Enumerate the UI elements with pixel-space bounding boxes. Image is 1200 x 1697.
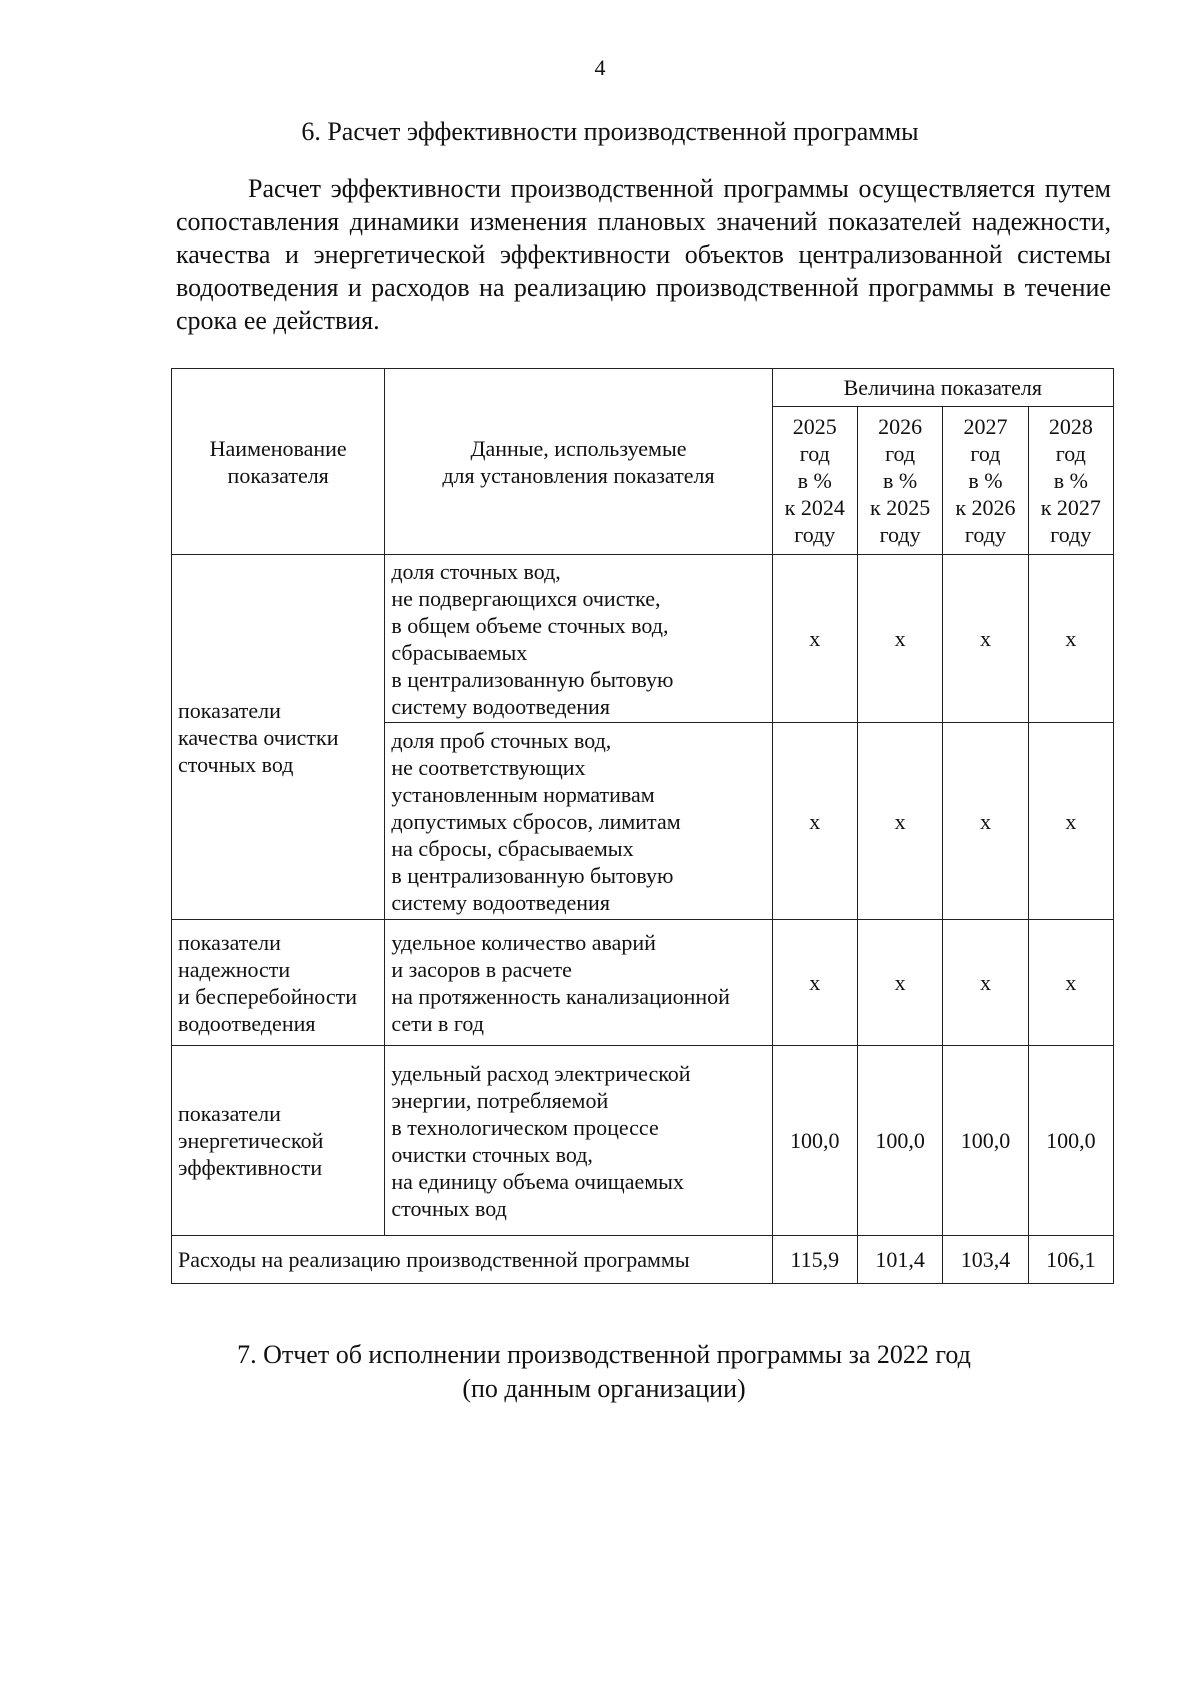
expenses-value: 106,1 (1028, 1236, 1113, 1284)
table-row (172, 555, 1114, 723)
header-year-2027: 2027 год в % к 2026 году (943, 407, 1028, 555)
row-value: x (943, 723, 1028, 920)
row-value: 100,0 (857, 1046, 942, 1236)
table-row-expenses (172, 1236, 1114, 1284)
group-name-energy: показатели энергетической эффективности (172, 1046, 385, 1236)
table-row (172, 1046, 1114, 1236)
row-value: 100,0 (943, 1046, 1028, 1236)
row-value: x (857, 555, 942, 723)
row-value: 100,0 (772, 1046, 857, 1236)
expenses-label: Расходы на реализацию производственной программы (172, 1236, 773, 1284)
header-year-2026: 2026 год в % к 2025 году (857, 407, 942, 555)
row-value: x (1028, 723, 1113, 920)
row-value: x (857, 920, 942, 1046)
header-indicator-value: Величина показателя (772, 369, 1113, 407)
row-value: x (772, 723, 857, 920)
header-indicator-name: Наименование показателя (172, 369, 385, 555)
header-indicator-data: Данные, используемые для установления показателя (385, 369, 772, 555)
table-row (172, 920, 1114, 1046)
row-value: x (857, 723, 942, 920)
row-data: доля сточных вод, не подвергающихся очистке, в общем объеме сточных вод, сбрасываемых в централизованную бытовую систему водоотведения (385, 555, 772, 723)
section-6-paragraph: Расчет эффективности производственной программы осуществляется путем сопоставления динамики изменения плановых значений показателей надежности, качества и энергетической эффективности объектов централизованной системы водоотведения и расходов на реализацию производственной программы в течение срока ее действия. (176, 174, 1111, 335)
group-name-reliability: показатели надежности и бесперебойности водоотведения (172, 920, 385, 1046)
group-name-quality: показатели качества очистки сточных вод (172, 555, 385, 920)
header-year-2028: 2028 год в % к 2027 году (1028, 407, 1113, 555)
row-data: удельное количество аварий и засоров в расчете на протяженность канализационной сети в год (385, 920, 772, 1046)
row-data: доля проб сточных вод, не соответствующих установленным нормативам допустимых сбросов, лимитам на сбросы, сбрасываемых в централизованную бытовую систему водоотведения (385, 723, 772, 920)
section-7-title (0, 1338, 1200, 1406)
row-value: x (1028, 555, 1113, 723)
row-value: x (943, 555, 1028, 723)
row-value: x (943, 920, 1028, 1046)
row-value: x (1028, 920, 1113, 1046)
row-value: x (772, 920, 857, 1046)
row-value: 100,0 (1028, 1046, 1113, 1236)
page-number: 4 (594, 55, 606, 80)
section-7-title-line-1: 7. Отчет об исполнении производственной программы за 2022 год (237, 1340, 971, 1369)
section-6-title: 6. Расчет эффективности производственной программы (301, 117, 919, 146)
efficiency-table (171, 368, 1114, 1284)
section-7-title-line-2: (по данным организации) (462, 1374, 746, 1403)
header-year-2025: 2025 год в % к 2024 году (772, 407, 857, 555)
expenses-value: 103,4 (943, 1236, 1028, 1284)
expenses-value: 115,9 (772, 1236, 857, 1284)
expenses-value: 101,4 (857, 1236, 942, 1284)
row-value: x (772, 555, 857, 723)
row-data: удельный расход электрической энергии, потребляемой в технологическом процессе очистки сточных вод, на единицу объема очищаемых сточных вод (385, 1046, 772, 1236)
table-header-row (172, 369, 1114, 407)
